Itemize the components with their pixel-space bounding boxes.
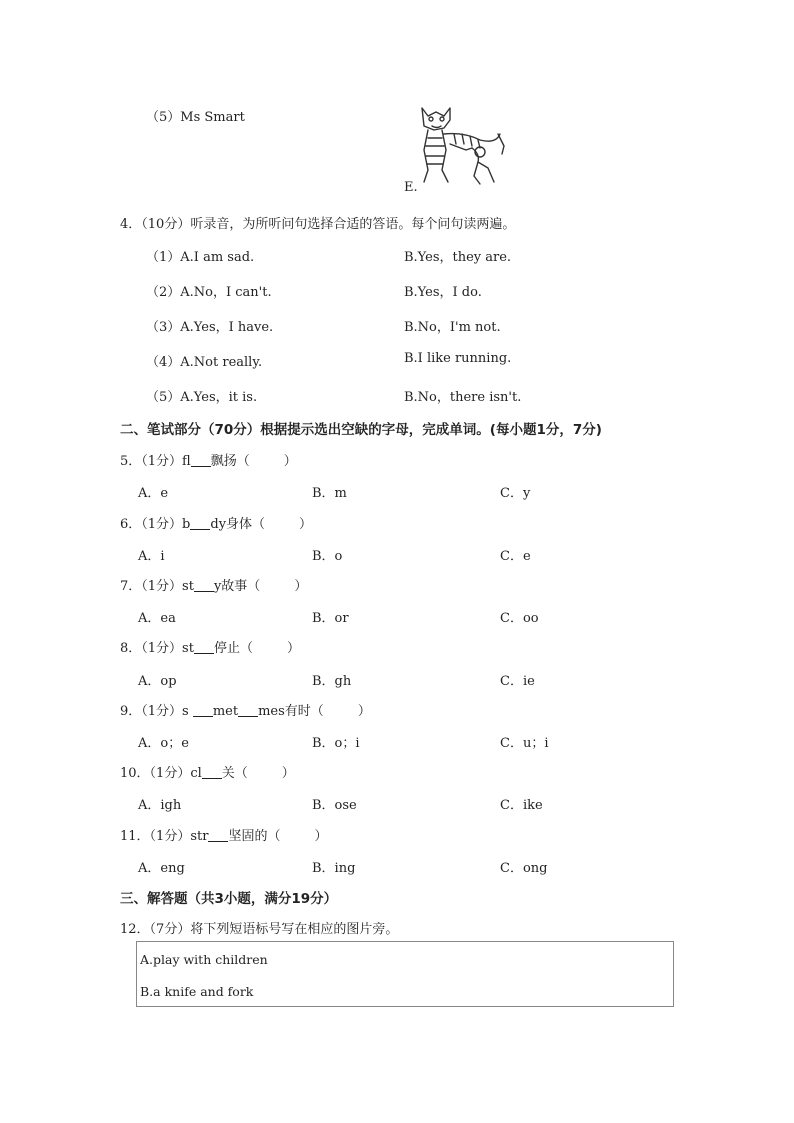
q4-item-2-a: （2）A.No，I can't. [146,285,272,300]
tiger-and-person-picture [414,104,510,188]
q4-item-5-a: （5）A.Yes，it is. [146,390,258,405]
q7-option-c[interactable]: C．oo [500,611,539,626]
q8-option-a[interactable]: A．op [138,674,177,689]
q9-option-b[interactable]: B．o；i [312,736,360,751]
q4-item-3-a: （3）A.Yes，I have. [146,320,274,335]
q11-option-b[interactable]: B．ing [312,861,356,876]
section-3-heading: 三、解答题（共3小题，满分19分） [120,891,338,907]
question-8: 8．（1分）st 停止（ ） [120,641,300,656]
q4-item-1-b: B.Yes，they are. [404,250,512,265]
q4-item-1-a: （1）A.I am sad. [146,250,255,265]
q6-option-c[interactable]: C．e [500,549,531,564]
q4-title: 4．（10分）听录音，为所听问句选择合适的答语。每个问句读两遍。 [120,217,516,232]
q5-option-b[interactable]: B．m [312,486,347,501]
q10-option-b[interactable]: B．ose [312,798,357,813]
q10-option-a[interactable]: A．igh [138,798,182,813]
q5-option-a[interactable]: A．e [138,486,169,501]
q4-item-4-a: （4）A.Not really. [146,355,263,370]
q11-option-c[interactable]: C．ong [500,861,548,876]
question-9: 9．（1分）s met mes有时（ ） [120,704,371,719]
q9-option-c[interactable]: C．u；i [500,736,549,751]
q4-item-5-b: B.No，there isn't. [404,390,522,405]
phrase-box [136,941,674,1007]
q9-option-a[interactable]: A．o；e [138,736,189,751]
q4-item-2-b: B.Yes，I do. [404,285,482,300]
section-2-heading: 二、笔试部分（70分）根据提示选出空缺的字母，完成单词。(每小题1分，7分) [120,422,602,438]
q4-item-4-b: B.I like running. [404,351,512,366]
phrase-b: B.a knife and fork [140,984,254,999]
q11-option-a[interactable]: A．eng [138,861,185,876]
picture-label: E. [404,180,418,195]
q7-option-a[interactable]: A．ea [138,611,176,626]
q6-option-b[interactable]: B．o [312,549,343,564]
q3-item5: （5）Ms Smart [146,110,245,125]
question-7: 7．（1分）st y故事（ ） [120,579,308,594]
q10-option-c[interactable]: C．ike [500,798,543,813]
q4-item-3-b: B.No，I'm not. [404,320,501,335]
phrase-a: A.play with children [140,952,268,967]
question-5: 5．（1分）fl 飘扬（ ） [120,454,297,469]
question-11: 11．（1分）str 坚固的（ ） [120,829,328,844]
question-10: 10．（1分）cl 关（ ） [120,766,295,781]
question-6: 6．（1分）b dy身体（ ） [120,517,313,532]
q8-option-b[interactable]: B．gh [312,674,352,689]
q8-option-c[interactable]: C．ie [500,674,535,689]
q5-option-c[interactable]: C．y [500,486,531,501]
q7-option-b[interactable]: B．or [312,611,349,626]
question-12-title: 12．（7分）将下列短语标号写在相应的图片旁。 [120,922,399,937]
q6-option-a[interactable]: A．i [138,549,165,564]
